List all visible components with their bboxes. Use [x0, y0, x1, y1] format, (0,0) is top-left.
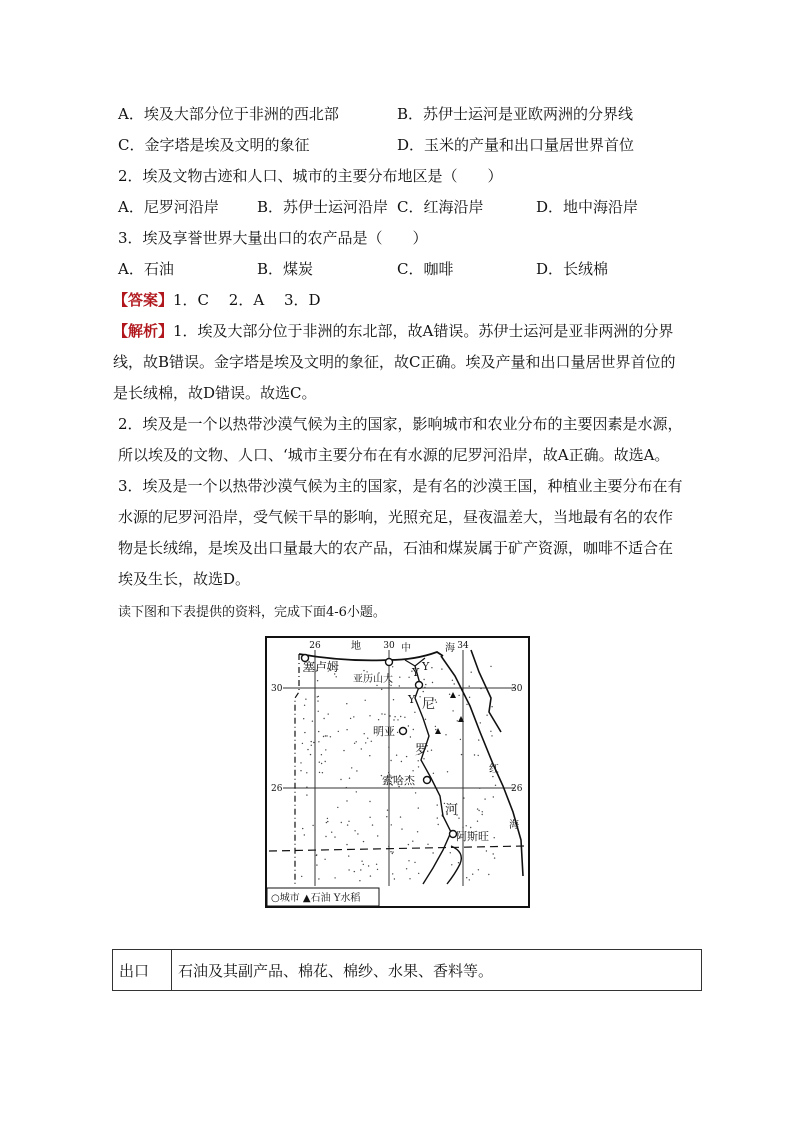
q2-option-b: B．苏伊士运河沿岸: [257, 198, 389, 216]
river-label-2: 罗: [415, 743, 429, 758]
q2-stem: 2．埃及文物古迹和人口、城市的主要分布地区是（ ）: [118, 167, 503, 185]
table-header-cell: 出口: [113, 950, 172, 991]
med-sea-char-1: 地: [351, 641, 361, 652]
city-marker-alexandria: [416, 682, 423, 689]
q3-option-d: D．长绒棉: [536, 260, 609, 278]
export-table: [112, 949, 702, 991]
q3-option-c: C．咖啡: [397, 260, 454, 278]
lat-label-26-right: 26: [511, 784, 523, 794]
q3-stem: 3．埃及享誉世界大量出口的农产品是（ ）: [118, 229, 428, 247]
rice-icon: Y: [422, 660, 430, 673]
city-label-minya: 明亚: [373, 725, 395, 738]
analysis-p1: 【解析】1．埃及大部分位于非洲的东北部，故A错误。苏伊士运河是亚非两洲的分界线，故B错误。金字塔是埃及文明的象征，故C正确。埃及产量和出口量居世界首位的是长绒棉，故D错误。故选C。: [113, 322, 676, 402]
table-value-cell: 石油及其副产品、棉花、棉纱、水果、香料等。: [172, 950, 702, 991]
analysis-label: 【解析】: [113, 322, 174, 340]
q2-option-c: C．红海沿岸: [397, 198, 484, 216]
answer-label: 【答案】: [113, 291, 174, 309]
egypt-map: [265, 636, 530, 908]
lat-label-30-left: 30: [271, 684, 283, 694]
city-marker-cairo-north: [386, 659, 393, 666]
q2-option-a: A．尼罗河沿岸: [118, 198, 219, 216]
city-marker-sohag: [424, 777, 431, 784]
answer-line: [113, 290, 321, 310]
egypt-map-svg: [265, 636, 530, 908]
lat-label-30-right: 30: [511, 684, 523, 694]
rice-icon: Y: [408, 693, 416, 706]
q1-option-b: B．苏伊士运河是亚欧两洲的分界线: [397, 105, 634, 123]
q2-option-d: D．地中海沿岸: [536, 198, 639, 216]
river-label-3: 河: [445, 803, 459, 818]
q1-option-d: D．玉米的产量和出口量居世界首位: [397, 136, 635, 154]
city-label-alexandria: 亚历山大: [353, 674, 393, 685]
rice-icon: Y: [412, 666, 420, 679]
q3-option-a: A．石油: [118, 260, 174, 278]
lon-label-34: 34: [457, 641, 469, 651]
med-sea-char-2: 中: [401, 643, 411, 654]
analysis-p2: 2．埃及是一个以热带沙漠气候为主的国家，影响城市和农业分布的主要因素是水源，所以埃及的文物、人口、‘城市主要分布在有水源的尼罗河沿岸，故A正确。故选A。: [118, 415, 683, 464]
lon-label-26: 26: [309, 641, 321, 651]
city-label-sohag: 索哈杰: [382, 774, 415, 787]
red-sea-char-2: 海: [509, 820, 519, 831]
map-intro: 读下图和下表提供的资料，完成下面4-6小题。: [118, 605, 386, 620]
analysis-p3: 3．埃及是一个以热带沙漠气候为主的国家，是有名的沙漠王国，种植业主要分布在有水源的尼罗河沿岸，受气候干旱的影响，光照充足，昼夜温差大，当地最有名的农作物是长绒绵，是埃及出口量最大的农产品，石油和煤炭属于矿产资源，咖啡不适合在埃及生长，故选D。: [118, 477, 683, 588]
city-label-aswan: 阿斯旺: [456, 830, 489, 843]
red-sea-char-1: 红: [489, 764, 499, 775]
lon-label-30: 30: [383, 641, 395, 651]
city-label-salum: 塞卢姆: [303, 660, 340, 674]
city-marker-minya: [400, 728, 407, 735]
med-sea-char-3: 海: [445, 643, 455, 654]
q1-option-a: A．埃及大部分位于非洲的西北部: [118, 105, 339, 123]
river-label-1: 尼: [422, 697, 436, 712]
lat-label-26-left: 26: [271, 784, 283, 794]
answer-text: 1．C 2．A 3．D: [173, 291, 321, 309]
map-legend: ○城市 ▲石油 Y水稻: [271, 893, 361, 904]
q1-option-c: C．金字塔是埃及文明的象征: [118, 136, 310, 154]
table-row: [113, 950, 702, 991]
q3-option-b: B．煤炭: [257, 260, 314, 278]
